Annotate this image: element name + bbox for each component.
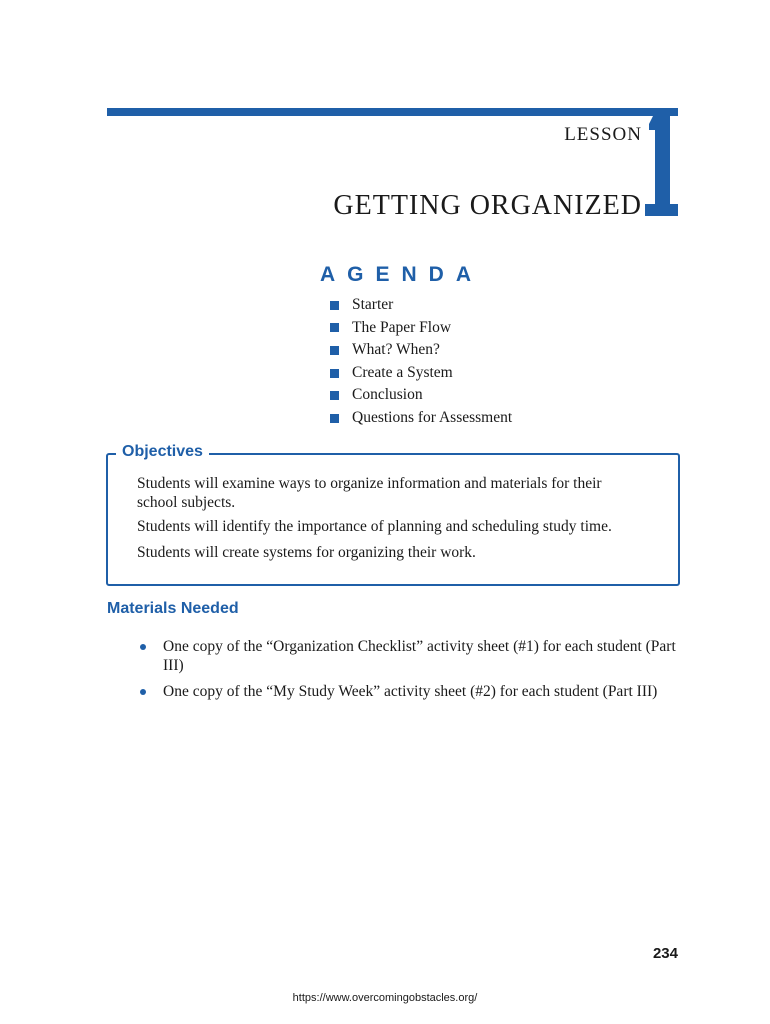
objective-item: Students will identify the importance of planning and scheduling study time. bbox=[137, 518, 612, 535]
bullet-icon bbox=[140, 644, 146, 650]
square-bullet-icon bbox=[330, 323, 339, 332]
header-rule bbox=[107, 108, 678, 116]
materials-item: One copy of the “My Study Week” activity sheet (#2) for each student (Part III) bbox=[137, 682, 682, 701]
agenda-item: Conclusion bbox=[330, 384, 512, 407]
agenda-title: AGENDA bbox=[320, 263, 484, 286]
square-bullet-icon bbox=[330, 346, 339, 355]
agenda-item: Questions for Assessment bbox=[330, 407, 512, 430]
lesson-label: LESSON bbox=[564, 124, 642, 145]
lesson-title: GETTING ORGANIZED bbox=[333, 190, 642, 221]
materials-item: One copy of the “Organization Checklist” activity sheet (#1) for each student (Part III) bbox=[137, 637, 682, 675]
agenda-item: Create a System bbox=[330, 362, 512, 385]
lesson-number-glyph bbox=[645, 116, 678, 216]
agenda-item: The Paper Flow bbox=[330, 317, 512, 340]
footer-url[interactable]: https://www.overcomingobstacles.org/ bbox=[292, 992, 478, 1004]
square-bullet-icon bbox=[330, 369, 339, 378]
materials-list bbox=[137, 637, 682, 708]
objectives-heading: Objectives bbox=[116, 443, 209, 461]
objective-item: Students will examine ways to organize information and materials for their school subjects. bbox=[137, 475, 602, 511]
agenda-list bbox=[330, 294, 512, 430]
bullet-icon bbox=[140, 689, 146, 695]
agenda-item: Starter bbox=[330, 294, 512, 317]
square-bullet-icon bbox=[330, 301, 339, 310]
page-number: 234 bbox=[652, 945, 678, 962]
objective-item: Students will create systems for organizing their work. bbox=[137, 544, 476, 561]
agenda-item: What? When? bbox=[330, 339, 512, 362]
materials-heading: Materials Needed bbox=[107, 600, 239, 617]
square-bullet-icon bbox=[330, 391, 339, 400]
square-bullet-icon bbox=[330, 414, 339, 423]
